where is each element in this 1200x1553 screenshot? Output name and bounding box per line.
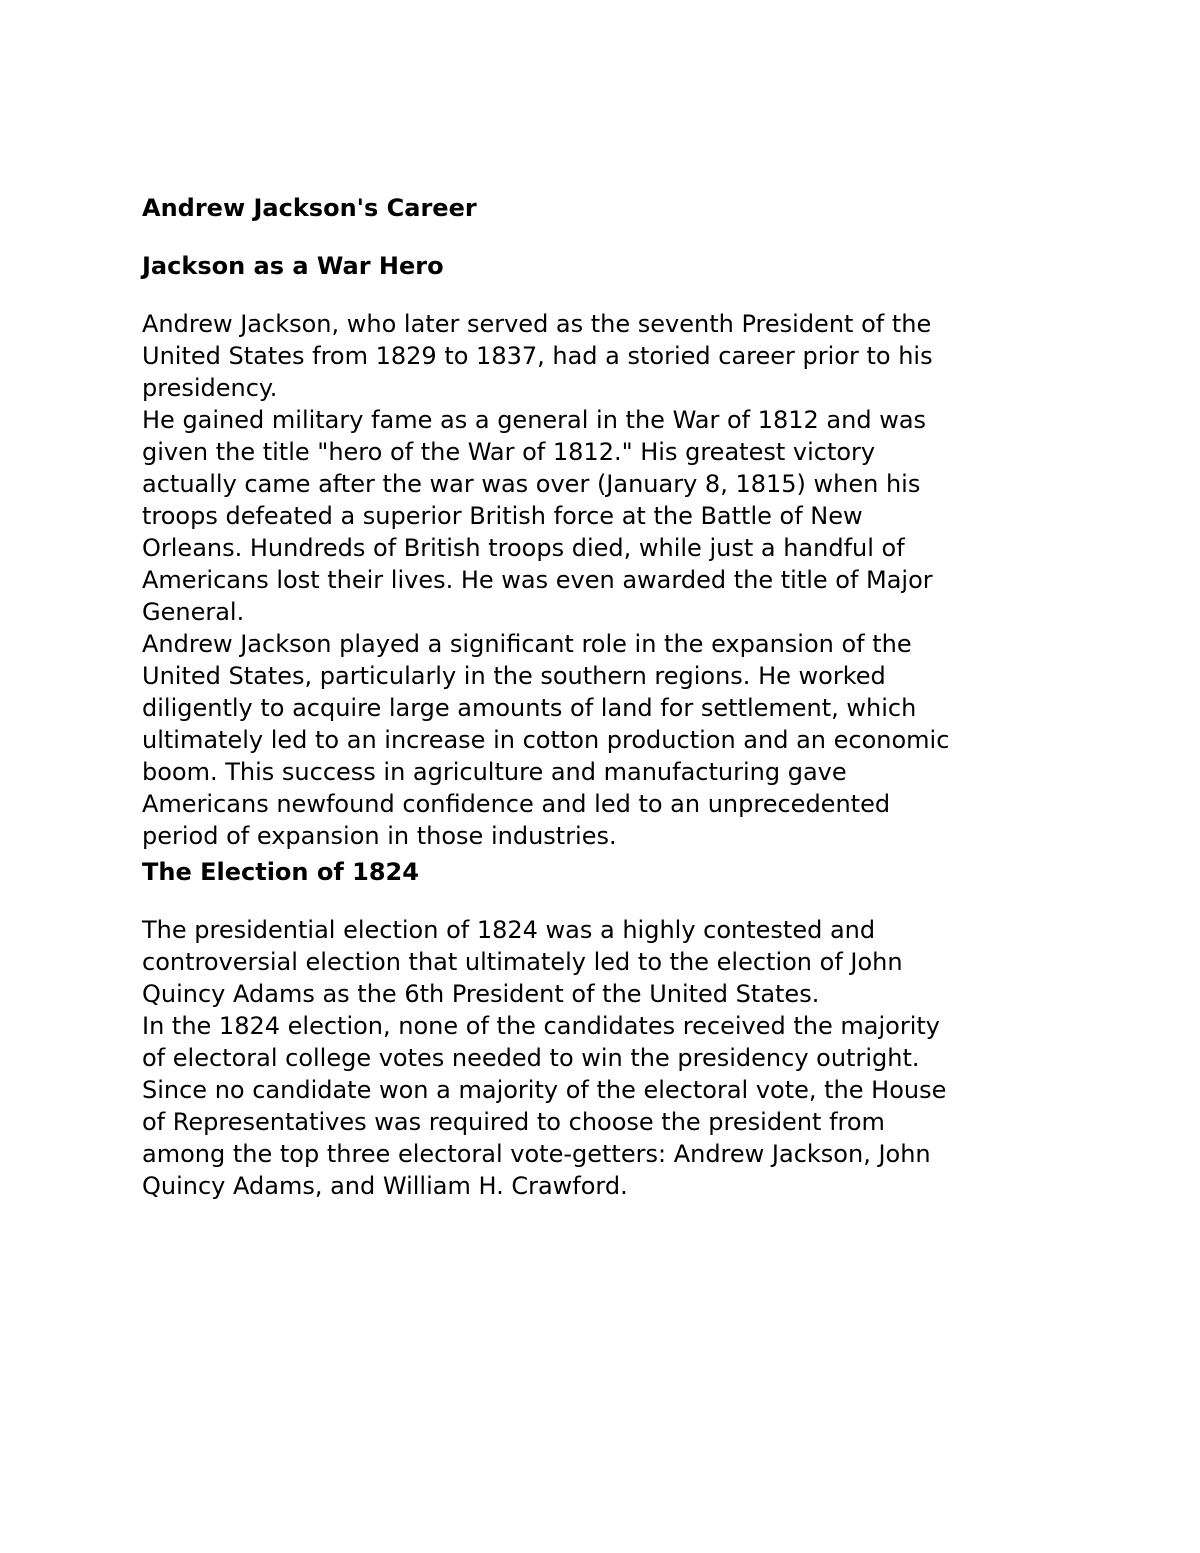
section-heading-election-1824: The Election of 1824 [142, 858, 419, 886]
paragraph-line: controversial election that ultimately led to the election of John [142, 948, 903, 976]
paragraph [142, 1010, 1062, 1202]
document-body [142, 192, 1062, 1202]
paragraph-line: Orleans. Hundreds of British troops died, while just a handful of [142, 534, 905, 562]
paragraph-line: among the top three electoral vote-getters: Andrew Jackson, John [142, 1140, 931, 1168]
paragraph-line: Americans lost their lives. He was even awarded the title of Major [142, 566, 933, 594]
paragraph-line: United States from 1829 to 1837, had a storied career prior to his [142, 342, 933, 370]
section-election-body [142, 914, 1062, 1202]
section-heading-war-hero: Jackson as a War Hero [142, 252, 444, 280]
paragraph-line: He gained military fame as a general in the War of 1812 and was [142, 406, 927, 434]
paragraph-line: In the 1824 election, none of the candidates received the majority [142, 1012, 940, 1040]
paragraph-line: presidency. [142, 374, 278, 402]
paragraph [142, 914, 1062, 1010]
paragraph-line: ultimately led to an increase in cotton production and an economic [142, 726, 950, 754]
paragraph-line: of electoral college votes needed to win the presidency outright. [142, 1044, 920, 1072]
paragraph-line: boom. This success in agriculture and manufacturing gave [142, 758, 847, 786]
paragraph-line: of Representatives was required to choose the president from [142, 1108, 885, 1136]
paragraph-line: Since no candidate won a majority of the electoral vote, the House [142, 1076, 947, 1104]
paragraph-line: The presidential election of 1824 was a highly contested and [142, 916, 876, 944]
paragraph-line: given the title "hero of the War of 1812." His greatest victory [142, 438, 876, 466]
paragraph-line: United States, particularly in the southern regions. He worked [142, 662, 886, 690]
paragraph-line: period of expansion in those industries. [142, 822, 617, 850]
paragraph [142, 308, 1062, 404]
document-title: Andrew Jackson's Career [142, 194, 477, 222]
paragraph-line: Andrew Jackson, who later served as the seventh President of the [142, 310, 932, 338]
paragraph-line: troops defeated a superior British force at the Battle of New [142, 502, 863, 530]
paragraph-line: Quincy Adams as the 6th President of the United States. [142, 980, 820, 1008]
paragraph-line: General. [142, 598, 245, 626]
paragraph-line: diligently to acquire large amounts of land for settlement, which [142, 694, 917, 722]
section-war-hero-body [142, 308, 1062, 852]
paragraph [142, 404, 1062, 628]
paragraph-line: Andrew Jackson played a significant role in the expansion of the [142, 630, 912, 658]
paragraph [142, 628, 1062, 852]
paragraph-line: Quincy Adams, and William H. Crawford. [142, 1172, 628, 1200]
paragraph-line: actually came after the war was over (January 8, 1815) when his [142, 470, 921, 498]
paragraph-line: Americans newfound confidence and led to an unprecedented [142, 790, 891, 818]
